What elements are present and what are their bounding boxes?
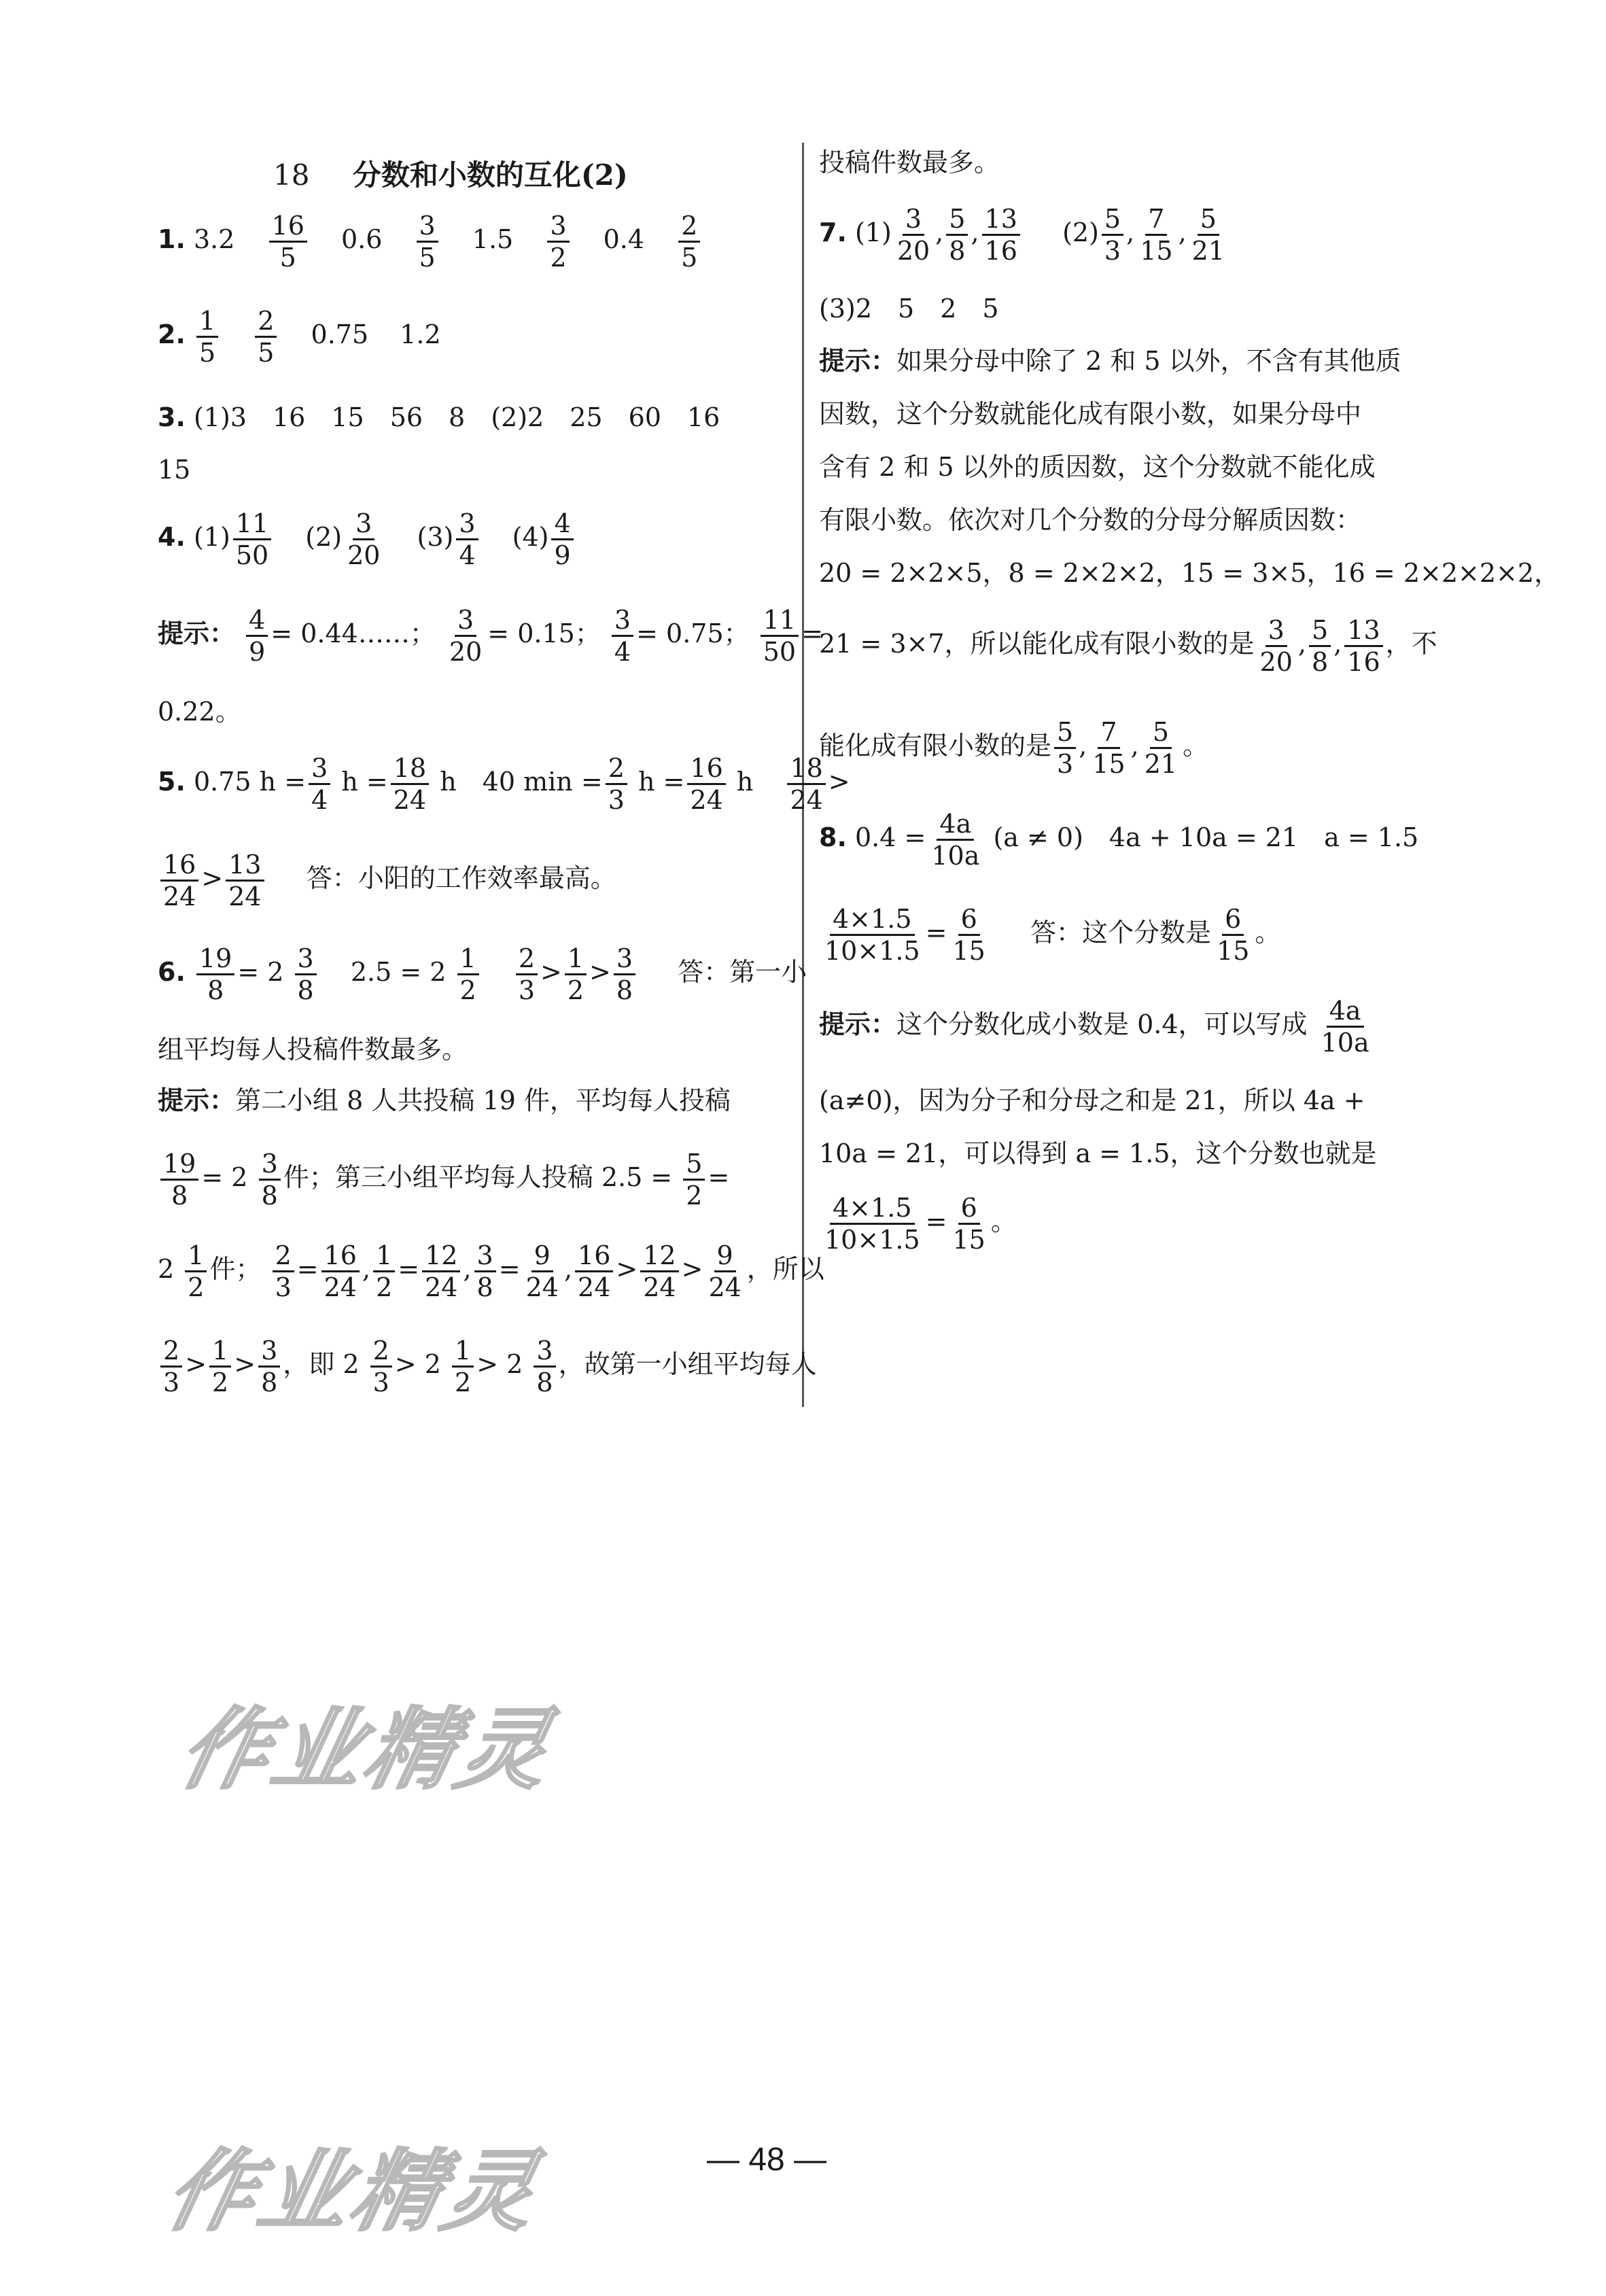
q8-answer: 8. 0.4 = $\frac{4a}{10a}$ (a ≠ 0) 4a + 10a = 21 a = 1.5 <box>819 809 1419 871</box>
fraction: $\frac{2}{5}$ <box>255 306 277 368</box>
q5-answer-cont: $\frac{16}{24}$ > $\frac{13}{24}$ 答：小阳的工作效率最高。 <box>158 850 616 911</box>
q6-answer-cont: 组平均每人投稿件数最多。 <box>158 1034 468 1064</box>
fraction: $\frac{2}{3}$ <box>606 753 627 815</box>
q3-answer: 3. (1)3 16 15 56 8 (2)2 25 60 16 <box>158 402 720 432</box>
fraction: $\frac{3}{20}$ <box>347 508 381 570</box>
fraction: $\frac{19}{8}$ <box>160 1149 198 1211</box>
q8-tip-line2: (a≠0)，因为分子和分母之和是 21，所以 4a + <box>819 1085 1365 1115</box>
q7-tip-line3: 含有 2 和 5 以外的质因数，这个分数就不能化成 <box>819 452 1376 482</box>
watermark-bottom: 作业精灵 <box>157 2140 549 2243</box>
section-title: 分数和小数的互化(2) <box>352 158 628 192</box>
q6-tip-line2: $\frac{19}{8}$ = 2 $\frac{3}{8}$ 件；第三小组平均每人投稿 2.5 = $\frac{5}{2}$ = <box>158 1149 729 1211</box>
q3-answer-cont: 15 <box>158 455 191 485</box>
fraction: $\frac{1}{2}$ <box>185 1240 207 1302</box>
q6-tip-line3: 2 $\frac{1}{2}$ 件； $\frac{2}{3}$ = $\frac{16}{24}$ , $\frac{1}{2}$ = $\frac{12}{24}$ , $\frac{3}{8}$ = $\frac{9}{24}$ , $\frac{16}{24}$ > $\frac{12}{24}$ > $\frac{9}{24}$ ，所以 <box>158 1240 824 1302</box>
q4-tip-cont: 0.22。 <box>158 697 241 727</box>
fraction: $\frac{3}{8}$ <box>614 943 635 1005</box>
q7-tip: 提示：如果分母中除了 2 和 5 以外，不含有其他质 <box>819 346 1401 376</box>
q7-tip-line6: 21 = 3×7，所以能化成有限小数的是 $\frac{3}{20}$ , $\frac{5}{8}$ , $\frac{13}{16}$ ，不 <box>819 615 1437 677</box>
fraction: $\frac{19}{8}$ <box>196 943 234 1005</box>
q7-tip-line5: 20 = 2×2×5，8 = 2×2×2，15 = 3×5，16 = 2×2×2×2， <box>819 558 1560 588</box>
fraction: $\frac{2}{5}$ <box>678 211 700 273</box>
fraction: $\frac{5}{2}$ <box>683 1149 705 1211</box>
q6-answer-cont-right: 投稿件数最多。 <box>819 147 1000 177</box>
q7-answer: 7. (1) $\frac{3}{20}$ , $\frac{5}{8}$ , $\frac{13}{16}$ (2) $\frac{5}{3}$ , $\frac{7}{15}$ , $\frac{5}{21}$ <box>819 204 1225 266</box>
q2-answer: 2. $\frac{1}{5}$ $\frac{2}{5}$ 0.75 1.2 <box>158 306 441 368</box>
fraction: $\frac{4}{9}$ <box>246 605 268 667</box>
fraction: $\frac{1}{2}$ <box>565 943 587 1005</box>
fraction: $\frac{3}{8}$ <box>259 1149 281 1211</box>
fraction: $\frac{18}{24}$ <box>787 753 825 815</box>
fraction: $\frac{18}{24}$ <box>391 753 429 815</box>
fraction: $\frac{11}{50}$ <box>761 605 799 667</box>
fraction: $\frac{1}{5}$ <box>196 306 218 368</box>
fraction: $\frac{11}{50}$ <box>233 508 271 570</box>
fraction: $\frac{1}{2}$ <box>457 943 479 1005</box>
q6-tip-line4: $\frac{2}{3}$ > $\frac{1}{2}$ > $\frac{3}{8}$ ，即 2 $\frac{2}{3}$ > 2 $\frac{1}{2}$ > 2 $\frac{3}{8}$ ，故第一小组平均每人 <box>158 1336 817 1397</box>
fraction: $\frac{4}{9}$ <box>551 508 573 570</box>
q7-tip-line7: 能化成有限小数的是 $\frac{5}{3}$ , $\frac{7}{15}$ , $\frac{5}{21}$ 。 <box>819 717 1209 779</box>
q4-tip: 提示： $\frac{4}{9}$ = 0.44……； $\frac{3}{20}$ = 0.15； $\frac{3}{4}$ = 0.75； $\frac{11}{50}$ = <box>158 605 823 667</box>
q7-tip-line4: 有限小数。依次对几个分数的分母分解质因数： <box>819 505 1362 535</box>
fraction: $\frac{16}{24}$ <box>160 850 198 911</box>
q6-answer: 6. $\frac{19}{8}$ = 2 $\frac{3}{8}$ 2.5 = 2 $\frac{1}{2}$ $\frac{2}{3}$ > $\frac{1}{2}$ > $\frac{3}{8}$ 答：第一小 <box>158 943 807 1005</box>
fraction: $\frac{3}{4}$ <box>309 753 330 815</box>
q8-tip: 提示：这个分数化成小数是 0.4，可以写成 $\frac{4a}{10a}$ <box>819 996 1369 1058</box>
section-heading <box>273 153 628 194</box>
q7-tip-line2: 因数，这个分数就能化成有限小数，如果分母中 <box>819 399 1362 429</box>
fraction: $\frac{13}{24}$ <box>226 850 264 911</box>
fraction: $\frac{3}{5}$ <box>417 211 438 273</box>
q6-tip: 提示：第二小组 8 人共投稿 19 件，平均每人投稿 <box>158 1085 731 1115</box>
q8-tip-line3: 10a = 21，可以得到 a = 1.5，这个分数也就是 <box>819 1138 1377 1168</box>
q4-answer: 4. (1) $\frac{11}{50}$ (2) $\frac{3}{20}$ (3) $\frac{3}{4}$ (4) $\frac{4}{9}$ <box>158 508 576 570</box>
q1-answer: 1. 3.2 $\frac{16}{5}$ 0.6 $\frac{3}{5}$ 1.5 $\frac{3}{2}$ 0.4 $\frac{2}{5}$ <box>158 211 703 273</box>
watermark: 作业精灵 <box>171 1698 563 1801</box>
q5-answer: 5. 0.75 h = $\frac{3}{4}$ h = $\frac{18}{24}$ h 40 min = $\frac{2}{3}$ h = $\frac{16}{24}$ h $\frac{18}{24}$ > <box>158 753 850 815</box>
fraction: $\frac{3}{4}$ <box>456 508 478 570</box>
fraction: $\frac{2}{3}$ <box>516 943 538 1005</box>
page-number: — 48 — <box>707 2142 827 2178</box>
section-number: 18 <box>273 158 310 192</box>
q7-answer-cont: (3)2 5 2 5 <box>819 294 999 324</box>
fraction: $\frac{3}{2}$ <box>547 211 569 273</box>
fraction: $\frac{16}{24}$ <box>687 753 725 815</box>
fraction: $\frac{3}{4}$ <box>612 605 633 667</box>
fraction: $\frac{16}{5}$ <box>269 211 307 273</box>
fraction: $\frac{3}{20}$ <box>449 605 483 667</box>
fraction: $\frac{3}{8}$ <box>295 943 317 1005</box>
q8-answer-cont: $\frac{4\times 1.5}{10\times 1.5}$ = $\frac{6}{15}$ 答：这个分数是 $\frac{6}{15}$ 。 <box>824 904 1281 966</box>
q8-tip-line4: $\frac{4\times 1.5}{10\times 1.5}$ = $\frac{6}{15}$ 。 <box>824 1193 1017 1255</box>
